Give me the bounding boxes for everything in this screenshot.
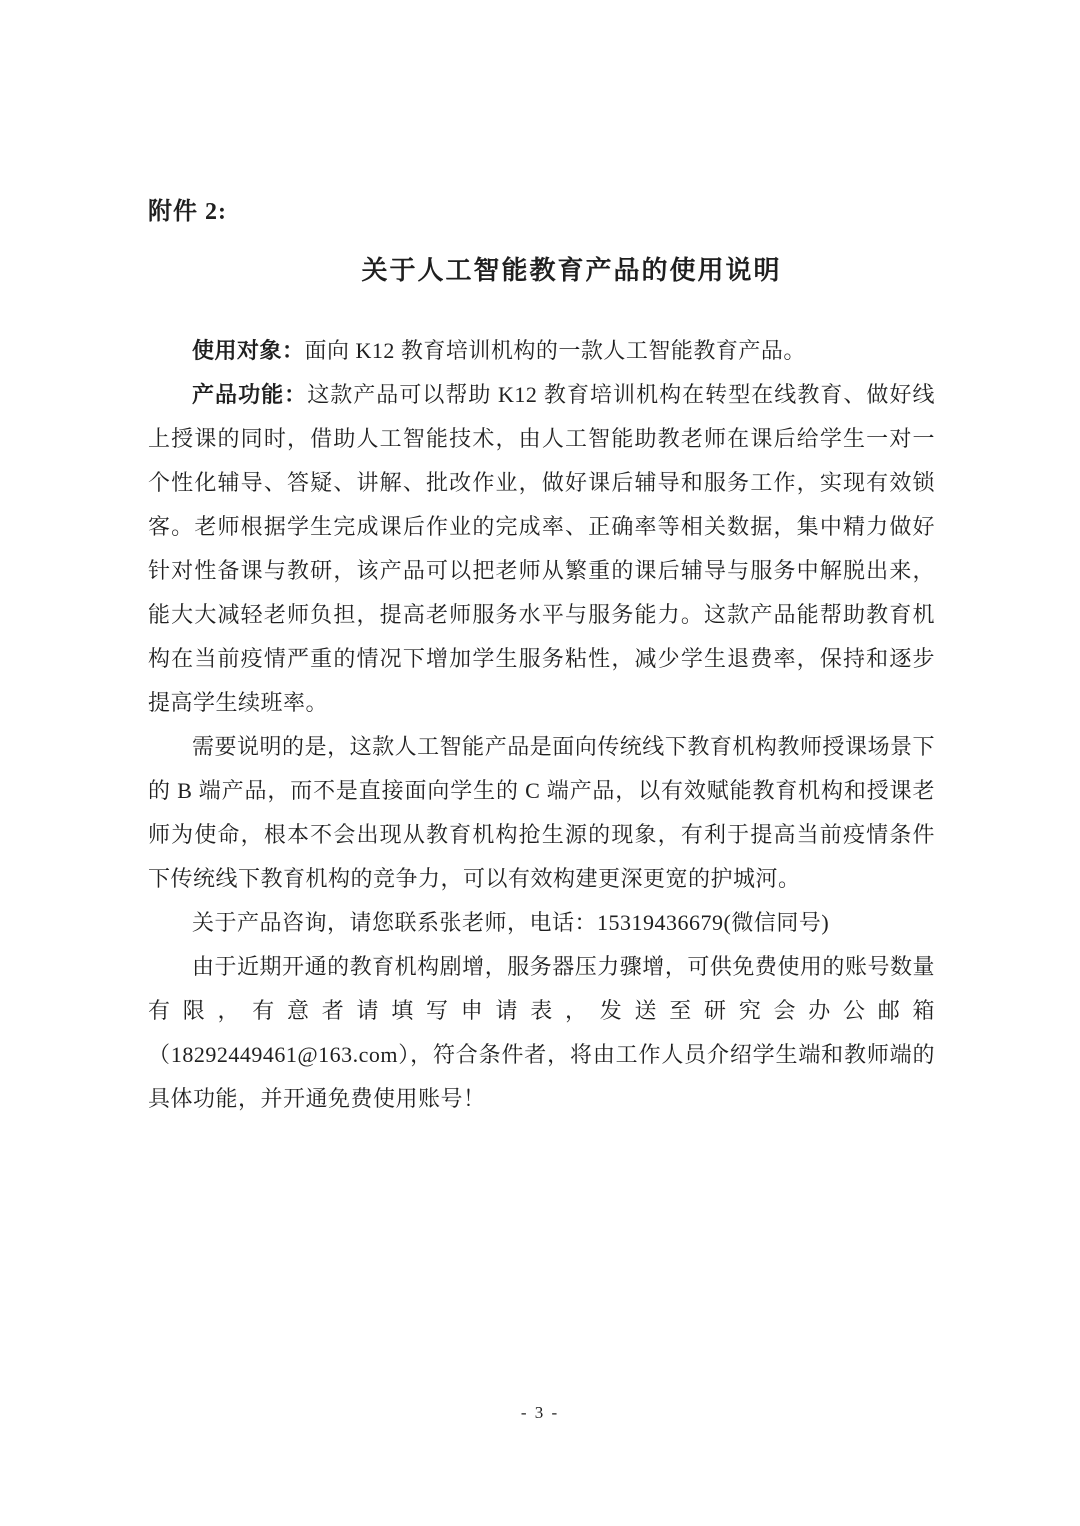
paragraph-account-application: [148, 945, 935, 1121]
paragraph-contact-text: 关于产品咨询，请您联系张老师，电话：15319436679(微信同号): [192, 910, 830, 935]
paragraph-product-features-label: 产品功能：: [192, 382, 308, 407]
document-title: 关于人工智能教育产品的使用说明: [361, 256, 782, 285]
attachment-label: 附件 2:: [148, 199, 227, 225]
paragraph-usage-target: [148, 329, 935, 373]
paragraph-contact: [148, 901, 935, 945]
paragraph-product-features: [148, 373, 935, 725]
paragraph-clarification-text: 需要说明的是，这款人工智能产品是面向传统线下教育机构教师授课场景下的 B 端产品，而不是直接面向学生的 C 端产品，以有效赋能教育机构和授课老师为使命，根本不会出现从教育机构抢生源的现象，有利于提高当前疫情条件下传统线下教育机构的竞争力，可以有效构建更深更宽的护城河。: [148, 734, 935, 891]
paragraph-usage-target-label: 使用对象：: [192, 338, 305, 363]
paragraph-clarification: [148, 725, 935, 901]
paragraph-usage-target-text: 面向 K12 教育培训机构的一款人工智能教育产品。: [304, 338, 806, 363]
page-number: - 3 -: [520, 1403, 560, 1422]
paragraph-account-application-text: 由于近期开通的教育机构剧增，服务器压力骤增，可供免费使用的账号数量有限，有意者请填写申请表，发送至研究会办公邮箱（18292449461@163.com），符合条件者，将由工作人员介绍学生端和教师端的具体功能，并开通免费使用账号！: [148, 954, 935, 1111]
paragraph-product-features-text: 这款产品可以帮助 K12 教育培训机构在转型在线教育、做好线上授课的同时，借助人工智能技术，由人工智能助教老师在课后给学生一对一个性化辅导、答疑、讲解、批改作业，做好课后辅导和服务工作，实现有效锁客。老师根据学生完成课后作业的完成率、正确率等相关数据，集中精力做好针对性备课与教研，该产品可以把老师从繁重的课后辅导与服务中解脱出来，能大大减轻老师负担，提高老师服务水平与服务能力。这款产品能帮助教育机构在当前疫情严重的情况下增加学生服务粘性，减少学生退费率，保持和逐步提高学生续班率。: [148, 382, 935, 715]
